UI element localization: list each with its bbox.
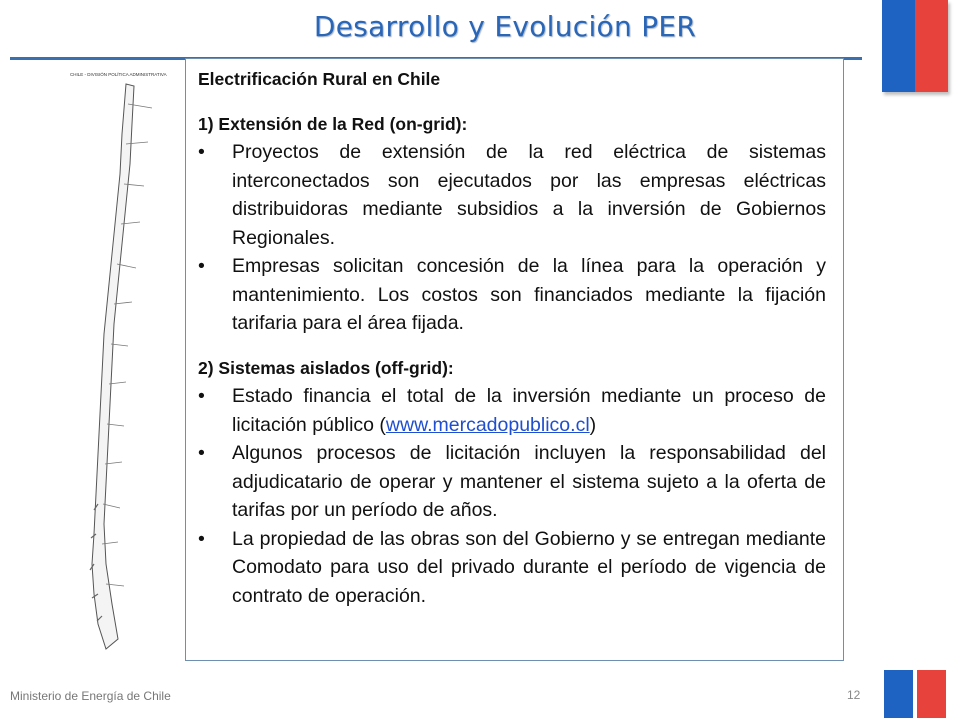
chile-map-svg [68, 64, 188, 656]
chile-flag-top-decoration [882, 0, 948, 92]
flag-red-stripe [915, 668, 948, 720]
bullet-glyph: • [198, 385, 205, 407]
bullet-glyph: • [198, 255, 205, 277]
bullet-text: Empresas solicitan concesión de la línea para la operación y mantenimiento. Los costos son financiados mediante la fijación tarifaria para el área fijada. [232, 255, 826, 334]
flag-blue-stripe [882, 0, 915, 92]
bullet-text-after-link: ) [589, 413, 597, 436]
map-caption: CHILE - DIVISIÓN POLÍTICA ADMINISTRATIVA [70, 72, 167, 77]
spacer [198, 94, 826, 110]
page-number: 12 [847, 688, 861, 702]
section1-bullet-list [198, 138, 826, 338]
bullet-glyph: • [198, 442, 205, 464]
flag-blue-stripe [882, 668, 915, 720]
list-item [198, 138, 826, 252]
panel-title: Electrificación Rural en Chile [198, 69, 441, 89]
content-panel [185, 58, 844, 661]
footer-ministry: Ministerio de Energía de Chile [10, 689, 171, 703]
bullet-text: Proyectos de extensión de la red eléctrica de sistemas interconectados son ejecutados por las empresas eléctricas distribuidoras mediante subsidios a la inversión de Gobiernos Regionales. [232, 141, 826, 249]
spacer [198, 338, 826, 354]
list-item [198, 382, 826, 439]
bullet-glyph: • [198, 527, 205, 550]
list-item [198, 525, 826, 611]
chile-map-image [68, 64, 188, 656]
bullet-glyph: • [198, 141, 205, 163]
bullet-text-before-link: Estado financia el total de la inversión mediante un proceso de licitación público ( [232, 385, 826, 436]
list-item [198, 252, 826, 338]
list-item [198, 439, 826, 525]
section2-heading: 2) Sistemas aislados (off-grid): [198, 357, 454, 378]
bullet-text: Algunos procesos de licitación incluyen la responsabilidad del adjudicatario de operar y mantener el sistema sujeto a la oferta de tarifas por un período de años. [232, 442, 826, 521]
section1-heading: 1) Extensión de la Red (on-grid): [198, 113, 468, 134]
content-body [198, 65, 826, 610]
slide-title: Desarrollo y Evolución PER [313, 10, 697, 43]
mercadopublico-link[interactable]: www.mercadopublico.cl [385, 413, 590, 436]
bullet-text: La propiedad de las obras son del Gobierno y se entregan mediante Comodato para uso del privado durante el período de vigencia de contrato de operación. [232, 527, 826, 607]
section2-bullet-list [198, 382, 826, 610]
flag-red-stripe [915, 0, 948, 92]
chile-flag-bottom-decoration [882, 668, 948, 720]
